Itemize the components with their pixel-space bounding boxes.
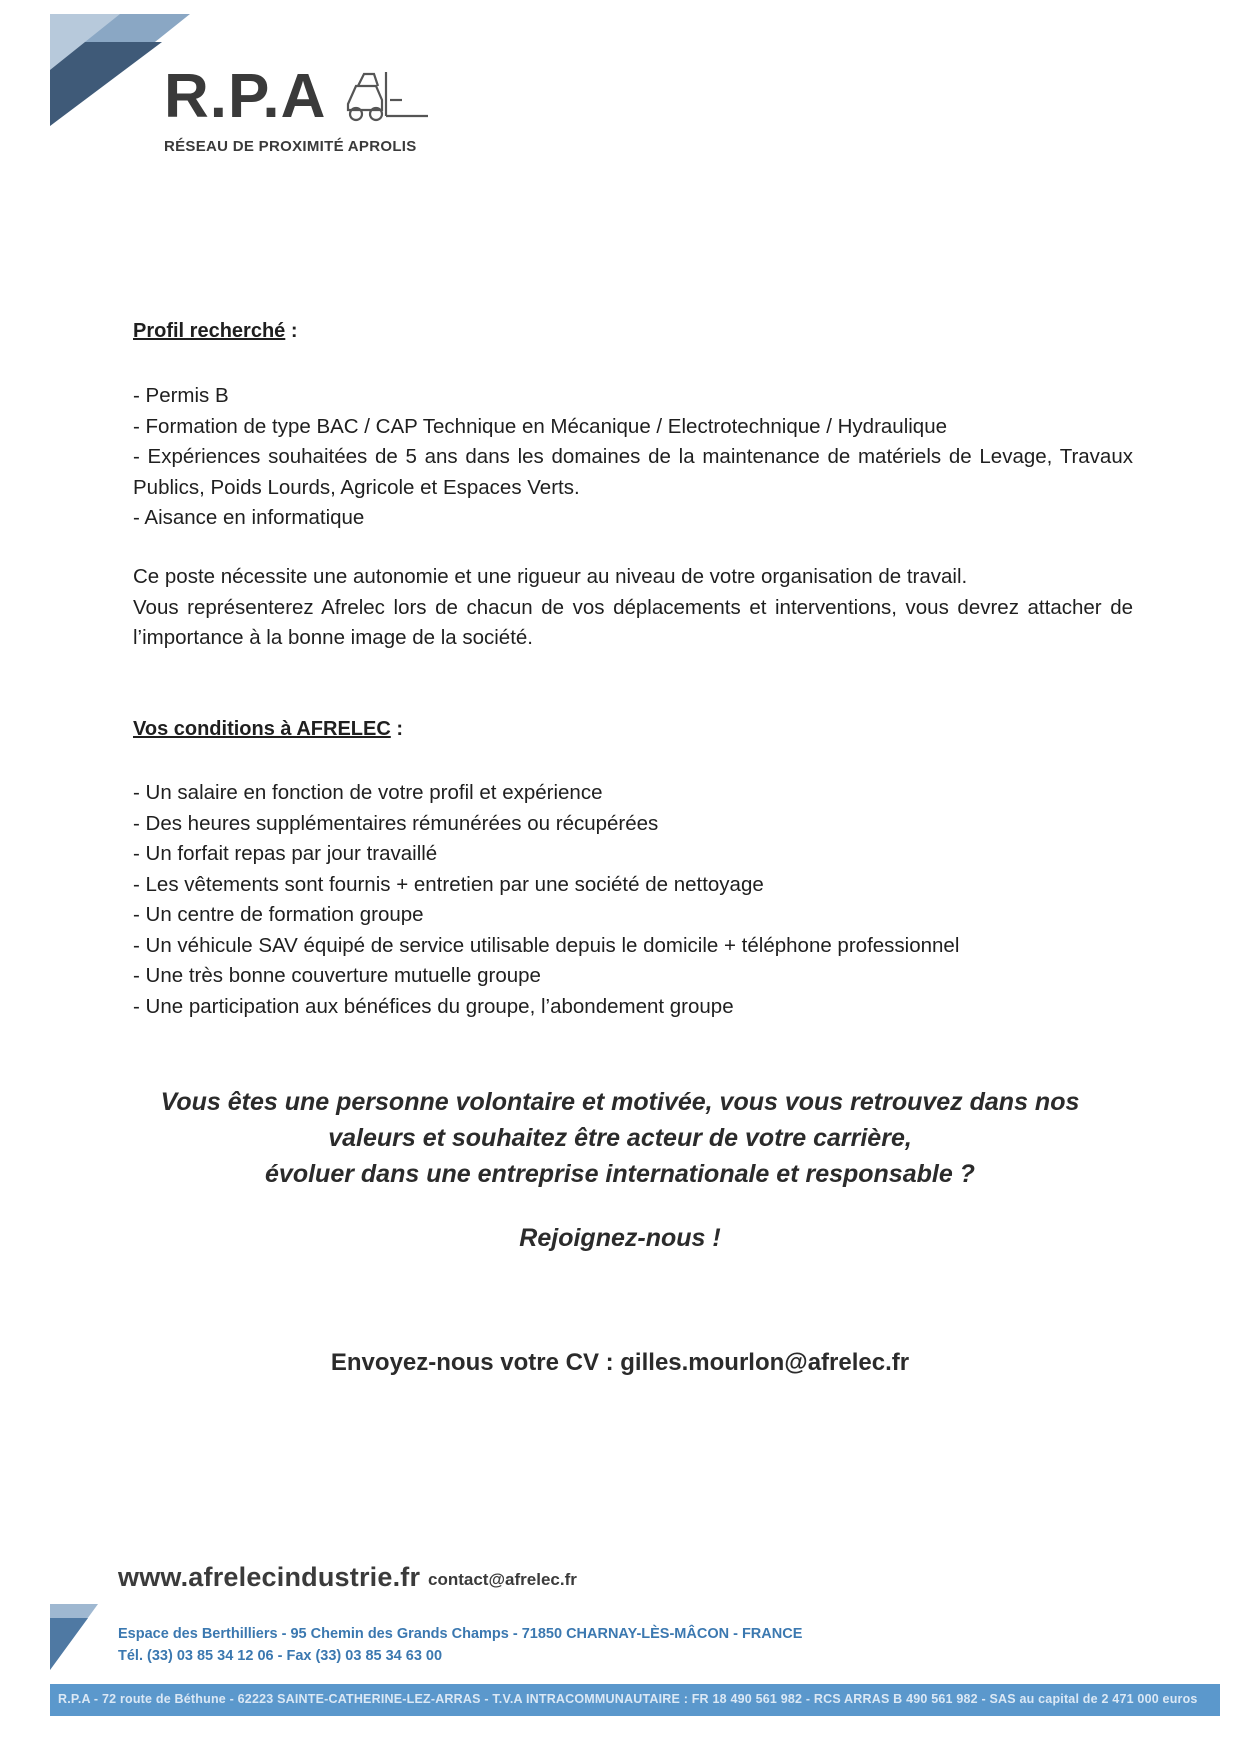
cv-email-link[interactable]: Envoyez-nous votre CV : gilles.mourlon@afrelec.fr <box>330 1349 910 1376</box>
list-item: - Une participation aux bénéfices du groupe, l’abondement groupe <box>133 994 734 1018</box>
profil-paragraph <box>133 562 1133 654</box>
list-item: - Un forfait repas par jour travaillé <box>133 842 438 865</box>
list-item: - Une très bonne couverture mutuelle groupe <box>133 964 541 987</box>
forklift-icon <box>342 70 430 126</box>
list-item: - Un véhicule SAV équipé de service utilisable depuis le domicile + téléphone professionnel <box>133 933 960 957</box>
paragraph-line: Vous représenterez Afrelec lors de chacun de vos déplacements et interventions, vous devrez attacher de l’importance à la bonne image de la société. <box>133 595 1133 649</box>
profil-list <box>133 381 1133 534</box>
footer-triangle-icon <box>50 1604 98 1670</box>
callout-line: évoluer dans une entreprise internationale et responsable ? <box>265 1160 975 1188</box>
list-item: - Expériences souhaitées de 5 ans dans les domaines de la maintenance de matériels de Levage, Travaux Publics, Poids Lourds, Agricole et Espaces Verts. <box>133 445 1133 499</box>
section-title-conditions <box>133 718 403 741</box>
list-item: - Un salaire en fonction de votre profil et expérience <box>133 781 603 804</box>
footer-address: Espace des Berthilliers - 95 Chemin des Grands Champs - 71850 CHARNAY-LÈS-MÂCON - FRANCE <box>118 1626 803 1642</box>
callout-line: Vous êtes une personne volontaire et motivée, vous vous retrouvez dans nos <box>160 1088 1080 1116</box>
footer-website-link[interactable]: www.afrelecindustrie.fr <box>118 1562 421 1592</box>
list-item: - Aisance en informatique <box>133 506 365 529</box>
conditions-title-text: Vos conditions à AFRELEC <box>133 718 391 740</box>
list-item: - Des heures supplémentaires rémunérées ou récupérées <box>133 811 659 835</box>
footer-phone: Tél. (33) 03 85 34 12 06 - Fax (33) 03 85 34 63 00 <box>118 1648 443 1664</box>
list-item: - Permis B <box>133 384 229 407</box>
footer-legal-band <box>50 1684 1220 1716</box>
section-title-profil <box>133 320 298 343</box>
list-item: - Formation de type BAC / CAP Technique en Mécanique / Electrotechnique / Hydraulique <box>133 414 948 438</box>
conditions-list <box>133 778 1133 1022</box>
callout-line: valeurs et souhaitez être acteur de votre carrière, <box>328 1124 912 1152</box>
list-item: - Les vêtements sont fournis + entretien par une société de nettoyage <box>133 872 764 896</box>
profil-title-text: Profil recherché <box>133 320 286 342</box>
conditions-title-colon: : <box>390 718 404 740</box>
footer-legal-text: R.P.A - 72 route de Béthune - 62223 SAINTE-CATHERINE-LEZ-ARRAS - T.V.A INTRACOMMUNAUTAIRE : FR 18 490 561 982 - RCS ARRAS B 490 561 982 - SAS au capital de 2 471 000 euros <box>58 1692 1198 1706</box>
logo-wordmark: R.P.A <box>164 62 327 131</box>
profil-title-colon: : <box>285 320 298 342</box>
logo-subtitle: RÉSEAU DE PROXIMITÉ APROLIS <box>164 138 417 155</box>
callout-text <box>100 1084 1140 1192</box>
list-item: - Un centre de formation groupe <box>133 903 424 926</box>
footer-contact-email[interactable]: contact@afrelec.fr <box>428 1570 577 1589</box>
paragraph-line: Ce poste nécessite une autonomie et une rigueur au niveau de votre organisation de travail. <box>133 565 968 588</box>
join-heading: Rejoignez-nous ! <box>519 1224 721 1252</box>
